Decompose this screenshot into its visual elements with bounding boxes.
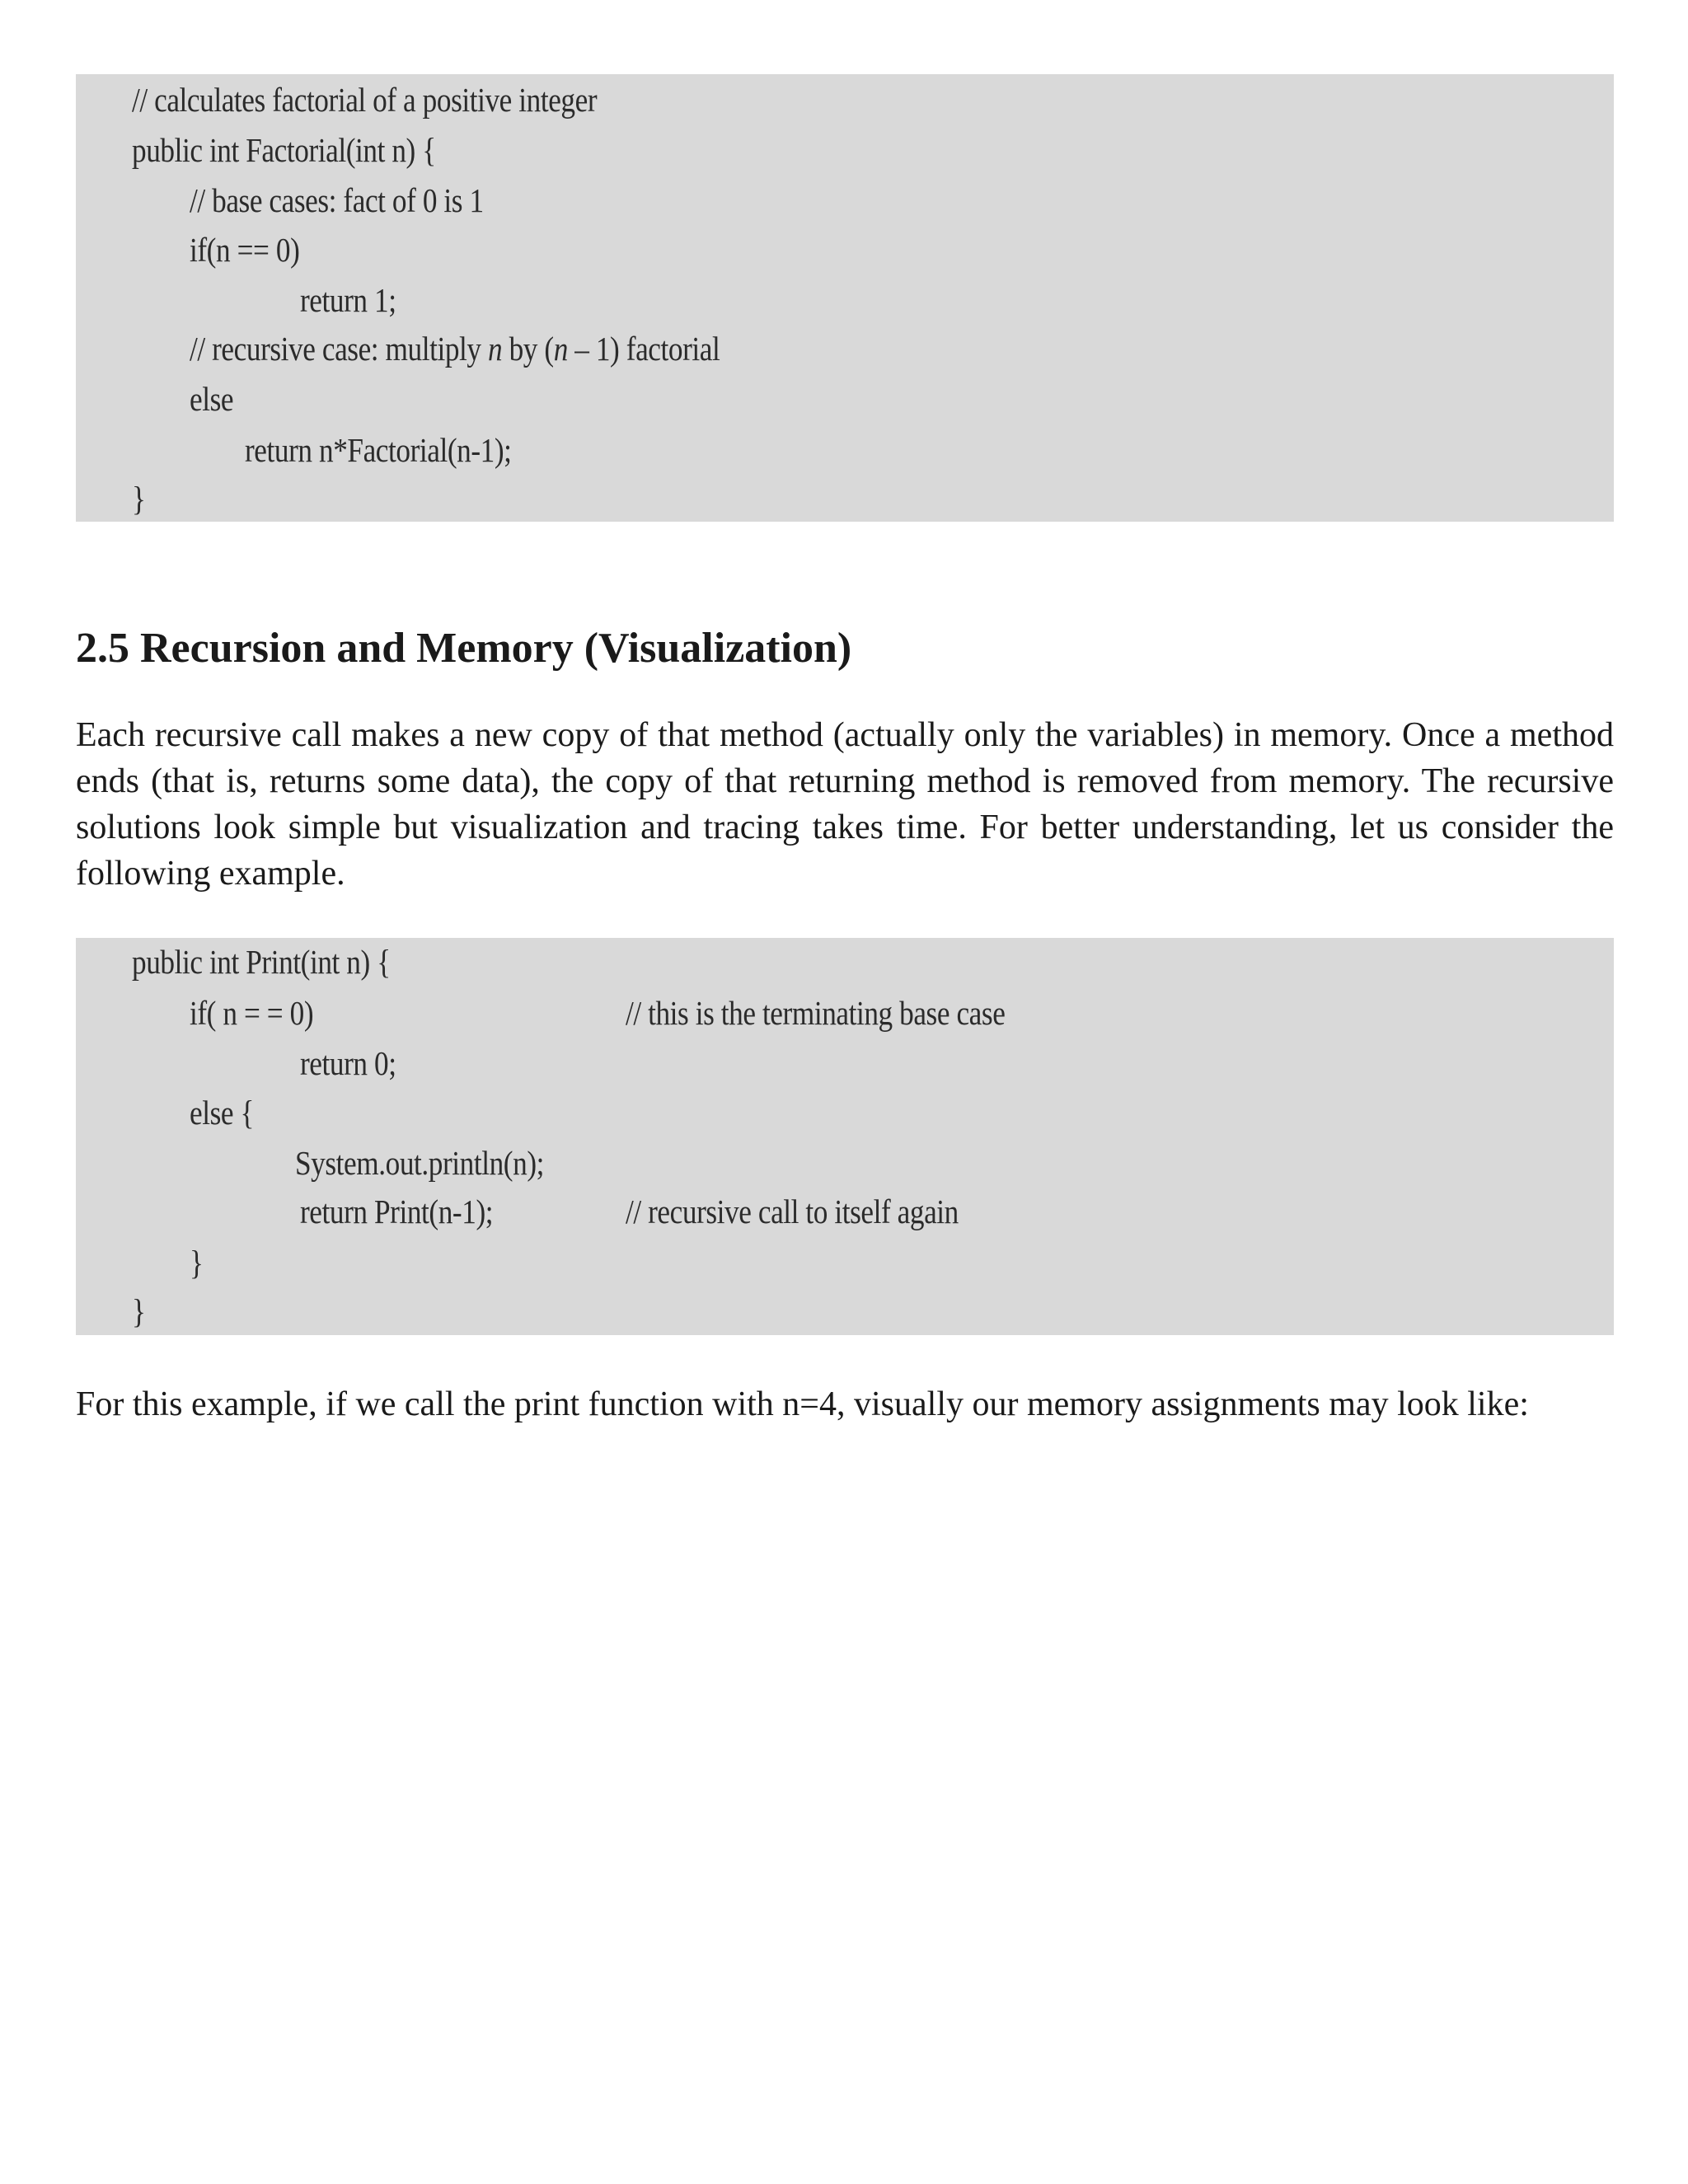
- code-block-factorial: [76, 74, 1614, 522]
- code-block-print: [76, 938, 1614, 1335]
- code-italic-var: n: [488, 330, 503, 368]
- code-line: }: [190, 1244, 204, 1282]
- code-italic-var: n: [553, 330, 568, 368]
- code-line: else {: [190, 1094, 254, 1132]
- code-text: – 1) factorial: [567, 330, 720, 368]
- code-line: if(n == 0): [190, 231, 300, 269]
- section-heading: 2.5 Recursion and Memory (Visualization): [76, 625, 852, 672]
- body-paragraph: For this example, if we call the print function with n=4, visually our memory assignments may look like:: [76, 1385, 1529, 1423]
- code-comment: [190, 328, 720, 369]
- code-comment: // base cases: fact of 0 is 1: [190, 181, 484, 219]
- code-line: }: [132, 1292, 146, 1330]
- body-paragraph: Each recursive call makes a new copy of that method (actually only the variables) in memory. Once a method ends (that is, returns some data), the copy of that returning method is removed from memory. The recursive solutions look simple but visualization and tracing takes time. For better understanding, let us consider the following example.: [76, 716, 1614, 893]
- code-comment: // this is the terminating base case: [626, 994, 1006, 1032]
- code-line: }: [132, 480, 146, 518]
- code-line: public int Factorial(int n) {: [132, 131, 436, 169]
- code-line: else: [190, 380, 234, 418]
- code-comment: // recursive call to itself again: [626, 1193, 959, 1230]
- code-text: by (: [502, 330, 554, 368]
- code-comment: // calculates factorial of a positive integer: [132, 81, 598, 119]
- code-line: return 1;: [300, 281, 396, 319]
- code-line: return 0;: [300, 1044, 396, 1082]
- code-line: System.out.println(n);: [295, 1144, 544, 1182]
- code-text: // recursive case: multiply: [190, 330, 489, 368]
- code-line: public int Print(int n) {: [132, 943, 391, 981]
- code-line: return n*Factorial(n-1);: [245, 431, 512, 469]
- code-line: return Print(n-1);: [300, 1193, 494, 1230]
- code-line: if( n = = 0): [190, 994, 314, 1032]
